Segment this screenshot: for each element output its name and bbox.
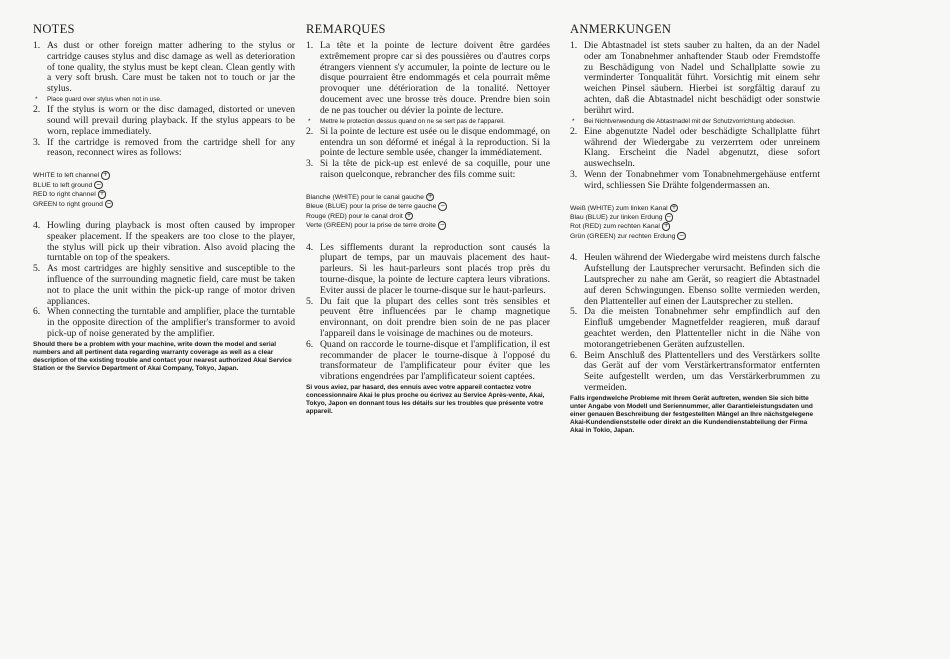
numbered-item <box>570 170 820 192</box>
numbered-item <box>33 264 295 307</box>
item-number: 5. <box>33 263 41 275</box>
item-text: Howling during playback is most often caused by improper speaker placement. If the speakers are too close to the player, the stylus will pick up their vibration. Also avoid placing the turntable on top of the speakers. <box>47 219 295 264</box>
item-number: 3. <box>33 136 41 148</box>
plus-circle-icon: + <box>663 222 669 230</box>
item-number: 6. <box>570 349 578 361</box>
item-number: 2. <box>306 125 314 137</box>
wire-label: Blanche (WHITE) pour le canal gauche <box>306 193 424 201</box>
item-text: La tête et la pointe de lecture doivent être gardées extrêmement propre car si des poussières ou d'autres corps étrangers viennent s'y accumuler, la pointe de lecture ou le disque pourraient être endommagés et cela pourrait même provoquer une détérioration de la tonalité. Nettoyer doucement avec une brosse très douce. Prendre bien soin de ne pas toucher ou dévier la pointe de lecture. <box>320 40 550 116</box>
item-text: Si la tête de pick-up est enlevé de sa coquille, pour une raison quelconque, rebrancher des fils comme suit: <box>320 158 550 180</box>
minus-circle-icon: − <box>679 231 685 239</box>
asterisk-marker: * <box>35 95 38 103</box>
service-contact-note: Si vous aviez, par hasard, des ennuis avec votre appareil contactez votre concessionnaire Akai le plus proche ou écrivez au Service Après-vente, Akai, Tokyo, Japon en donnant tous les détails sur les troubles que présente votre appareil. <box>306 383 545 415</box>
numbered-item <box>306 297 550 340</box>
wire-connection-line <box>570 213 820 222</box>
item-number: 4. <box>570 252 578 264</box>
numbered-item <box>306 340 550 383</box>
item-text: As dust or other foreign matter adhering to the stylus or cartridge causes stylus and disc damage as well as deterioration of tone quality, the stylus must be kept clean. Clean gently with a very soft brush. Care must be taken not to touch or jar the stylus. <box>47 40 295 95</box>
wire-connection-line <box>33 181 295 190</box>
asterisk-marker: * <box>572 117 575 125</box>
item-text: Si la pointe de lecture est usée ou le disque endommagé, on entendra un son déformé et inégal à la reproduction. Si la pointe de lecture semble usée, changer la immédiatement. <box>320 125 550 159</box>
section-heading: ANMERKUNGEN <box>570 22 672 36</box>
numbered-item <box>33 307 295 339</box>
item-number: 1. <box>570 40 578 51</box>
numbered-item <box>33 221 295 264</box>
stylus-guard-note <box>306 118 550 126</box>
spacer <box>306 181 550 193</box>
item-text: Les sifflements durant la reproduction sont causés la plupart de temps, par un mauvais placement des haut-parleurs. Si les haut-parleurs sont placés trop près du tourne-disque, la pointe de lecture captera leurs vibrations. Eviter aussi de placer le tourne-disque sur le haut-parleurs. <box>320 241 550 296</box>
item-text: If the cartridge is removed from the cartridge shell for any reason, reconnect wires as follows: <box>47 136 295 159</box>
wire-connection-line <box>33 171 295 180</box>
minus-circle-icon: − <box>440 202 446 210</box>
numbered-item <box>570 41 820 117</box>
item-text: Da die meisten Tonabnehmer sehr empfindlich auf den Einfluß umgebender Magnetfelder reagieren, muß darauf geachtet werden, den Plattenteller nicht in die Nähe von motorangetriebenen Geräten aufzustellen. <box>584 306 820 350</box>
item-text: Quand on raccorde le tourne-disque et l'amplification, il est recommander de placer le tourne-disque à l'opposé du transformateur de l'amplificateur pour éviter que les vibrations engendrées par l'amplificateur soient captées. <box>320 338 550 383</box>
wire-connection-line <box>306 212 550 221</box>
plus-circle-icon: + <box>671 203 677 211</box>
wire-label: BLUE to left ground <box>33 181 93 189</box>
item-text: If the stylus is worn or the disc damaged, distorted or uneven sound will prevail during playback. If the stylus appears to be worn, replace immediately. <box>47 104 295 137</box>
plus-circle-icon: + <box>427 192 433 200</box>
item-number: 1. <box>33 40 41 51</box>
wire-connection-line <box>306 202 550 211</box>
item-number: 4. <box>306 241 314 253</box>
item-text: Eine abgenutzte Nadel oder beschädigte Schallplatte führt während der Wiedergabe zu verzerrtem oder unreinem Klang. Erscheint die Nadel abgenutzt, diese sofort auswechseln. <box>584 125 820 170</box>
section-heading: NOTES <box>33 22 75 36</box>
wire-connection-list <box>306 193 550 231</box>
wire-label: GREEN to right ground <box>33 200 103 208</box>
numbered-item <box>306 41 550 117</box>
item-number: 5. <box>306 295 314 307</box>
numbered-item <box>570 253 820 307</box>
spacer <box>570 192 820 204</box>
wire-label: Weiß (WHITE) zum linken Kanal <box>570 204 668 212</box>
wire-connection-line <box>306 193 550 202</box>
wire-label: Verte (GREEN) pour la prise de terre droite <box>306 222 436 230</box>
note-text: Bei Nichtverwendung die Abtastnadel mit der Schutzvorrichtung abdecken. <box>584 117 796 125</box>
plus-circle-icon: + <box>99 190 105 198</box>
service-contact-note: Should there be a problem with your machine, write down the model and serial numbers and all pertinent data regarding warranty coverage as well as a clear description of the existing trouble and contact your nearest authorized Akai Service Station or the Service Department of Akai Company, Tokyo, Japan. <box>33 340 292 372</box>
wire-connection-line <box>570 204 820 213</box>
item-number: 6. <box>306 338 314 350</box>
item-number: 3. <box>570 168 578 180</box>
numbered-item <box>570 351 820 394</box>
wire-label: Blau (BLUE) zur linken Erdung <box>570 214 663 222</box>
numbered-item <box>306 159 550 181</box>
plus-circle-icon: + <box>102 171 108 179</box>
wire-connection-list <box>33 171 295 209</box>
numbered-item <box>306 127 550 159</box>
german-column <box>570 22 820 435</box>
wire-label: WHITE to left channel <box>33 172 100 180</box>
note-text: Place guard over stylus when not in use. <box>47 95 162 103</box>
wire-label: Rot (RED) zum rechten Kanal <box>570 223 660 231</box>
numbered-item <box>33 138 295 160</box>
wire-connection-line <box>570 222 820 231</box>
item-number: 5. <box>570 306 578 318</box>
wire-connection-list <box>570 204 820 242</box>
numbered-item <box>306 243 550 297</box>
note-text: Mettre le protection dessus quand on ne se sert pas de l'appareil. <box>320 117 505 125</box>
english-column <box>33 22 295 373</box>
minus-circle-icon: − <box>439 221 445 229</box>
wire-label: Grün (GREEN) zur rechten Erdung <box>570 232 676 240</box>
item-number: 3. <box>306 158 314 170</box>
minus-circle-icon: − <box>106 199 112 207</box>
item-number: 6. <box>33 306 41 318</box>
stylus-guard-note <box>33 96 295 104</box>
french-column <box>306 22 550 416</box>
item-text: As most cartridges are highly sensitive and susceptible to the influence of the surrounding magnetic field, care must be taken not to place the unit within the pick-up range of motor driven appliances. <box>47 263 295 307</box>
numbered-item <box>570 307 820 350</box>
numbered-item <box>570 127 820 170</box>
wire-connection-line <box>33 200 295 209</box>
wire-connection-line <box>570 232 820 241</box>
minus-circle-icon: − <box>666 213 672 221</box>
item-text: When connecting the turntable and amplifier, place the turntable in the opposite direction of the amplifier's transformer to avoid pick-up of noise generated by the amplifier. <box>47 306 295 339</box>
item-number: 4. <box>33 219 41 231</box>
wire-connection-line <box>306 221 550 230</box>
asterisk-marker: * <box>308 117 311 125</box>
service-contact-note: Falls irgendwelche Probleme mit Ihrem Gerät auftreten, wenden Sie sich bitte unter Angabe von Modell und Seriennummer, aller Garantieleistungsdaten und einer genauen Beschreibung der festgestellten Mängel an Ihre nächstgelegene Akai-Kundendienststelle oder direkt an die Kundendienstabteilung der Firma Akai in Tokio, Japan. <box>570 394 814 434</box>
item-text: Wenn der Tonabnehmer vom Tonabnehmergehäuse entfernt wird, schliessen Sie Drähte folgendermassen an. <box>584 168 820 191</box>
item-text: Heulen während der Wiedergabe wird meistens durch falsche Aufstellung der Lautsprecher verursacht. Befinden sich die Lautsprecher zu nahe am Gerät, so reagiert die Abtastnadel auf deren Schwingungen. Ebenso sollte vermieden werden, den Plattenteller auf einen der Lautsprecher zu stellen. <box>584 252 820 307</box>
wire-connection-line <box>33 190 295 199</box>
item-number: 2. <box>570 125 578 137</box>
wire-label: Rouge (RED) pour le canal droit <box>306 212 403 220</box>
wire-label: RED to right channel <box>33 191 96 199</box>
numbered-item <box>33 105 295 137</box>
section-heading: REMARQUES <box>306 22 386 36</box>
plus-circle-icon: + <box>406 211 412 219</box>
minus-circle-icon: − <box>96 180 102 188</box>
numbered-item <box>33 41 295 95</box>
item-number: 2. <box>33 104 41 116</box>
item-number: 1. <box>306 40 314 51</box>
spacer <box>33 159 295 171</box>
item-text: Du fait que la plupart des celles sont très sensibles et peuvent être influencées par le champ magnetique environnant, on doit prendre bien soin de ne pas placer l'appareil dans le voisinage de machines ou de moteurs. <box>320 295 550 339</box>
item-text: Beim Anschluß des Plattentellers und des Verstärkers sollte das Gerät auf der vom Verstärkertransformator entfernten Seite aufgestellt werden, um das Verstärkerbrummen zu vermeiden. <box>584 349 820 393</box>
stylus-guard-note <box>570 118 820 126</box>
wire-label: Bleue (BLUE) pour la prise de terre gauche <box>306 203 437 211</box>
item-text: Die Abtastnadel ist stets sauber zu halten, da an der Nadel oder am Tonabnehmer anhaftender Staub oder Fremdstoffe zu Beschädigung von Nadel und Schallplatte sowie zu verminderter Tonqualität führt. Vorsichtig mit einem sehr weichen Pinsel säubern. Hierbei ist sorgfältig darauf zu achten, daß die Abtastnadel nicht beschädigt oder sonstwie berührt wird. <box>584 40 820 116</box>
